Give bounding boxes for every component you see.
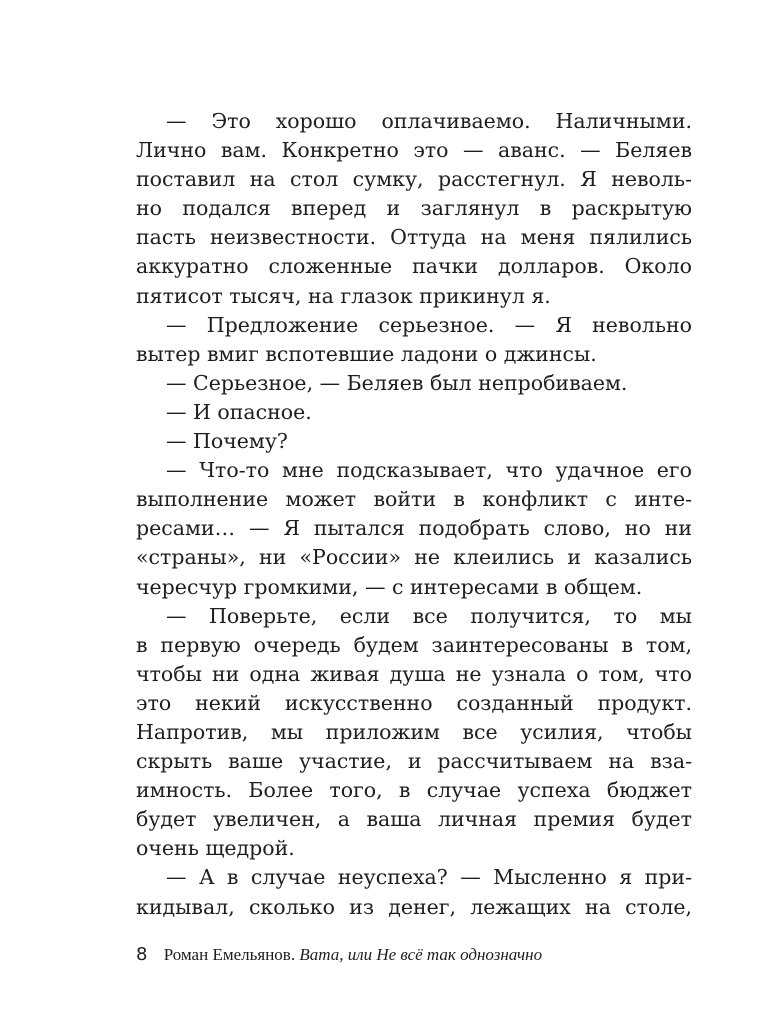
text-line: — Поверьте, если все получится, то мы: [166, 603, 692, 628]
text-line: — Что-то мне подсказывает, что удачное его: [166, 458, 692, 483]
text-line: кидывал, сколько из денег, лежащих на столе,: [136, 894, 692, 919]
text-line: в первую очередь будем заинтересованы в том,: [136, 632, 692, 657]
text-line: скрыть ваше участие, и рассчитываем на вза-: [136, 749, 692, 774]
text-line: поставил на стол сумку, расстегнул. Я неволь-: [136, 167, 692, 192]
text-line: аккуратно сложенные пачки долларов. Около: [136, 254, 692, 279]
text-line: — Это хорошо оплачиваемо. Наличными.: [166, 109, 692, 133]
page-number: 8: [136, 944, 148, 965]
text-line: очень щедрой.: [136, 836, 295, 861]
text-line: Напротив, мы приложим все усилия, чтобы: [136, 719, 692, 744]
page-footer: [136, 942, 692, 968]
text-line: чересчур громкими, — с интересами в общем.: [136, 574, 643, 599]
text-line: — Почему?: [166, 429, 288, 454]
text-line: ресами… — Я пытался подобрать слово, но ни: [136, 516, 692, 541]
text-line: это некий искусственно созданный продукт.: [136, 690, 692, 715]
text-line: чтобы ни одна живая душа не узнала о том, что: [136, 661, 692, 686]
text-line: выполнение может войти в конфликт с инте-: [136, 487, 692, 512]
text-line: но подался вперед и заглянул в раскрытую: [136, 196, 692, 221]
text-line: — Предложение серьезное. — Я невольно: [166, 312, 692, 337]
footer-author: Роман Емельянов.: [163, 945, 296, 964]
text-line: Лично вам. Конкретно это — аванс. — Беляев: [136, 138, 692, 163]
text-line: — А в случае неуспеха? — Мысленно я при-: [166, 865, 692, 890]
text-line: — И опасное.: [166, 399, 312, 424]
text-line: вытер вмиг вспотевшие ладони о джинсы.: [136, 341, 597, 366]
text-line: — Серьезное, — Беляев был непробиваем.: [166, 370, 628, 395]
text-line: пасть неизвестности. Оттуда на меня пялились: [136, 225, 692, 250]
text-line: будет увеличен, а ваша личная премия будет: [136, 807, 692, 832]
page-body: [136, 107, 692, 922]
text-line: пятисот тысяч, на глазок прикинул я.: [136, 283, 551, 308]
text-line: имность. Более того, в случае успеха бюджет: [136, 778, 692, 803]
text-line: «страны», ни «России» не клеились и казались: [136, 545, 692, 570]
footer-book-title: Вата, или Не всё так однозначно: [299, 945, 543, 964]
